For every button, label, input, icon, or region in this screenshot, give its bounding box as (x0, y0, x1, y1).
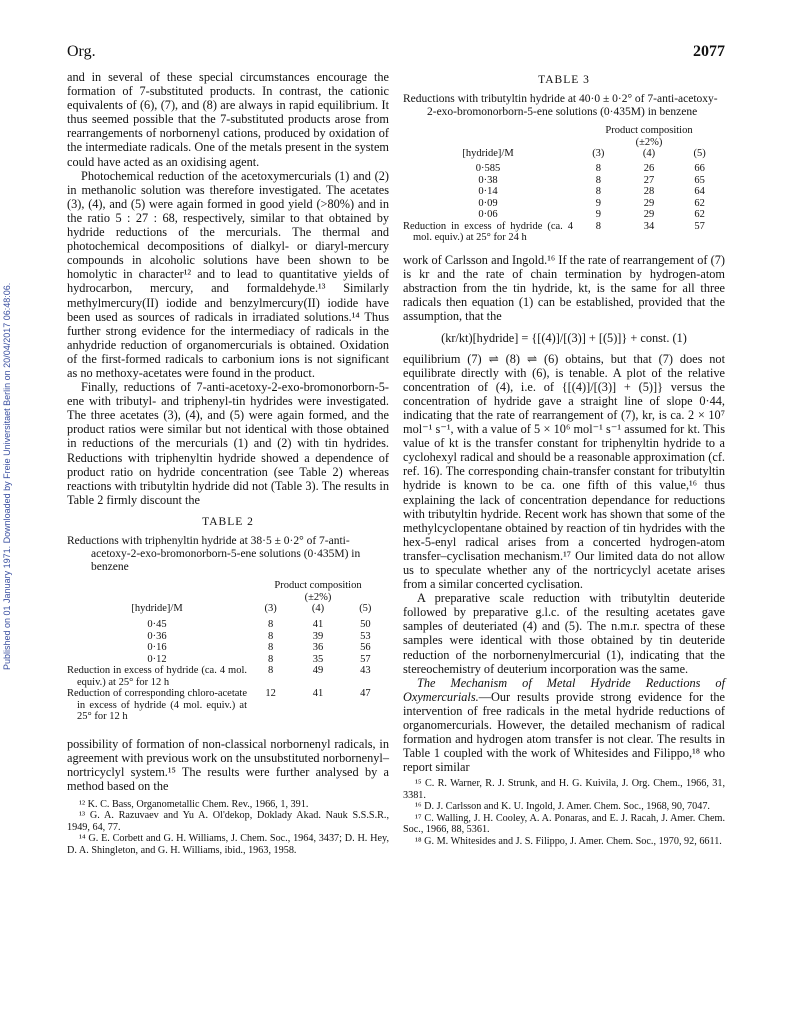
table-cell: 39 (312, 630, 324, 642)
paragraph: work of Carlsson and Ingold.¹⁶ If the rate of rearrangement of (7) is kr and the rate of chain termination by hydrogen-atom abstraction from the tin hydride, kt, is the same for all three radicals then equation (1) can be established, provided that the assumption, that the (403, 253, 725, 324)
footnote: ¹⁸ G. M. Whitesides and J. S. Filippo, J. Amer. Chem. Soc., 1970, 92, 6611. (415, 835, 722, 847)
table-cell: Reduction in excess of hydride (ca. 4 mol. equiv.) at 25° for 12 h (67, 665, 247, 688)
table-caption: Reductions with tributyltin hydride at 40·0 ± 0·2° of 7-anti-acetoxy-2-exo-bromonorborn-5-ene solutions (0·435M) in benzene (403, 93, 718, 119)
table-title: TABLE 2 (202, 515, 254, 528)
table-col-header: (4) (311, 603, 325, 614)
table-cell: 0·36 (147, 630, 167, 642)
table-cell: 8 (595, 220, 601, 232)
table-cell: 62 (694, 197, 705, 209)
table-cell: 66 (694, 163, 705, 175)
download-watermark-text: Published on 01 January 1971. Downloaded by Freie Universitaet Berlin on 20/04/2017 06:48:06. (2, 282, 12, 670)
footnote: ¹³ G. A. Razuvaev and Yu A. Ol'dekop, Doklady Akad. Nauk S.S.S.R., 1949, 64, 77. (67, 810, 389, 833)
table-col-header: (5) (359, 603, 372, 614)
table-col-header: (5) (693, 148, 706, 160)
table-cell: Reduction in excess of hydride (ca. 4 mol. equiv.) at 25° for 24 h (403, 220, 573, 244)
table-3 (403, 73, 725, 244)
footnote: ¹⁶ D. J. Carlsson and K. U. Ingold, J. Amer. Chem. Soc., 1968, 90, 7047. (415, 801, 710, 813)
table-cell: 57 (360, 653, 371, 665)
paragraph (403, 676, 725, 775)
section-heading: The Mechanism of Metal Hydride Reductions of Oxymercurials. (403, 675, 725, 704)
table-cell: 41 (312, 619, 324, 630)
data-table (403, 125, 725, 244)
table-cell: 8 (595, 163, 601, 175)
table-cell: 8 (268, 665, 274, 676)
footnote: ¹² K. C. Bass, Organometallic Chem. Rev., 1966, 1, 391. (79, 798, 309, 810)
table-cell: Reduction of corresponding chloro-acetate in excess of hydride (4 mol. equiv.) at 25° for 12 h (67, 688, 247, 722)
table-cell: 34 (643, 220, 655, 232)
paragraph: Photochemical reduction of the acetoxymercurials (1) and (2) in methanolic solution was therefore investigated. The acetates (3), (4), and (5) were again formed in good yield (>80%) and in the ratio 5 : 27 : 68, respectively, similar to that obtained by hydride reductions of the mercurials. The thermal and photochemical decompositions of dialkyl- or diaryl-mercury compounds in alcoholic solutions have been shown to be homolytic in character¹² and to lead to quantitative yields of hydrocarbon, mercury, and formaldehyde.¹³ Similarly methylmercury(II) iodide and benzylmercury(II) iodide have been used as sources of radicals in irradiated solutions.¹⁴ Thus further strong evidence for the intermediacy of radicals in the anhydride reduction of organomercurials is obtained. Oxidation of the first-formed radicals to carbonium ions is not significant as no methoxy-acetates were found in the product. (67, 168, 389, 380)
table-cell: 8 (268, 630, 274, 642)
table-cell: 8 (595, 186, 601, 198)
table-cell: 28 (643, 186, 655, 198)
table-cell: 27 (643, 174, 655, 186)
table-cell: 0·09 (478, 197, 498, 209)
table-cell: 50 (360, 619, 371, 630)
table-cell: 8 (268, 642, 274, 653)
table-cell: 29 (643, 209, 655, 221)
table-row (403, 209, 725, 221)
table-title: TABLE 3 (538, 74, 590, 86)
table-col-header: (4) (642, 148, 656, 160)
data-table (67, 580, 389, 723)
paragraph: Finally, reductions of 7-anti-acetoxy-2-exo-bromonorborn-5-ene with tributyl- and triphenyl-tin hydrides were investigated. The three acetates (3), (4), and (5) were again formed, and the product ratios were similar but not identical with those obtained in reductions of the mercurials (1) and (2) with tin hydrides. Reductions with triphenyltin hydride showed a dependence of product ratio on hydride concentration (see Table 2) whereas reactions with tributyltin hydride did not (Table 3). The results in Table 2 firmly discount the (67, 380, 389, 507)
table-cell: 49 (312, 665, 324, 676)
left-column (67, 70, 389, 856)
table-cell: 65 (694, 174, 705, 186)
table-row (67, 688, 389, 723)
table-cell: 29 (643, 197, 655, 209)
table-col-header: [hydride]/M (462, 148, 514, 160)
table-group-subheader: (±2%) (635, 136, 663, 148)
table-2 (67, 515, 389, 723)
table-cell: 8 (595, 174, 601, 186)
table-col-header: (3) (592, 148, 605, 160)
right-column (403, 253, 725, 847)
table-col-header: (3) (264, 603, 277, 614)
table-row (67, 642, 389, 654)
table-row (403, 186, 725, 198)
table-cell: 9 (595, 209, 601, 221)
table-cell: 0·06 (478, 209, 498, 221)
paragraph: and in several of these special circumstances encourage the formation of 7-substituted products. In contrast, the cationic equivalents of (6), (7), and (8) are always in rapid equilibrium. It thus seemed possible that the 7-substituted products arose from rearrangements of norbornenyl cations, produced by oxidation of the intermediate radicals. One of the metals present in the system could have acted as an oxidising agent. (67, 70, 389, 169)
table-cell: 56 (360, 642, 371, 653)
table-cell: 0·16 (147, 642, 167, 653)
table-cell: 0·45 (147, 619, 167, 630)
table-row (403, 221, 725, 244)
table-cell: 41 (312, 688, 324, 699)
table-row (403, 175, 725, 187)
table-cell: 26 (643, 163, 655, 175)
table-col-header: [hydride]/M (131, 603, 183, 614)
table-cell: 57 (694, 220, 705, 232)
paragraph: A preparative scale reduction with tributyltin deuteride followed by preparative g.l.c. of the resulting acetates gave samples of deuteriated (4) and (5). The n.m.r. spectra of these samples were identical with those obtained by tin deuteride reduction of the norbornenylmercurial (1), indicating that the stereochemistry of deuterium incorporation was the same. (403, 591, 725, 676)
paragraph: possibility of formation of non-classical norbornenyl radicals, in agreement with previous work on the unsubstituted norbornenyl–nortricyclyl system.¹⁵ The results were further analysed by a method based on the (67, 736, 389, 793)
table-group-header: Product composition (605, 125, 693, 137)
paragraph-text: —Our results provide strong evidence for the intervention of free radicals in the metal hydride reductions of organomercurials. However, the detailed mechanism of radical formation and hydrogen atom transfer is not clear. The results in Table 1 coupled with the work of Whitesides and Filippo,¹⁸ who report similar (403, 689, 725, 775)
table-row (67, 665, 389, 688)
table-row (403, 163, 725, 175)
footnote: ¹⁵ C. R. Warner, R. J. Strunk, and H. G. Kuivila, J. Org. Chem., 1966, 31, 3381. (403, 778, 725, 801)
footnotes-left (67, 799, 389, 857)
table-cell: 0·14 (478, 186, 498, 198)
page-number: 2077 (693, 43, 725, 60)
table-cell: 53 (360, 630, 371, 642)
table-cell: 8 (268, 619, 274, 630)
table-row (403, 198, 725, 210)
table-row (67, 619, 389, 631)
table-cell: 62 (694, 209, 705, 221)
equation-1: (kr/kt)[hydride] = {[(4)]/[(3)] + [(5)]} + const. (1) (441, 331, 687, 346)
table-cell: 43 (360, 665, 371, 676)
table-group-header: Product composition (274, 580, 362, 591)
footnote: ¹⁷ C. Walling, J. H. Cooley, A. A. Ponaras, and E. J. Racah, J. Amer. Chem. Soc., 1966, 88, 5361. (403, 812, 725, 836)
table-cell: 36 (312, 642, 324, 653)
footnotes-right (403, 778, 725, 847)
table-row (67, 654, 389, 666)
footnote: ¹⁴ G. E. Corbett and G. H. Williams, J. Chem. Soc., 1964, 3437; D. H. Hey, D. A. Shingleton, and G. H. Williams, ibid., 1963, 1958. (67, 833, 389, 856)
table-group-subheader: (±2%) (304, 591, 332, 603)
table-cell: 0·12 (147, 653, 167, 665)
table-row (67, 631, 389, 643)
table-cell: 12 (265, 688, 276, 699)
table-cell: 64 (694, 186, 705, 198)
table-cell: 0·585 (475, 163, 501, 175)
paragraph: equilibrium (7) ⇌ (8) ⇌ (6) obtains, but that (7) does not equilibrate directly with (6), is tenable. A plot of the relative concentration of (4), i.e. of {[(4)]/[(3)] + (5)]} versus the concentration of hydride gave a straight line of slope 0·44, indicating that the rate of rearrangement of (7), kr, is ca. 2 × 10⁷ mol⁻¹ s⁻¹, with a value of 5 × 10⁶ mol⁻¹ s⁻¹ assumed for kt. This value of kt is the transfer constant for triphenyltin hydride to a cyclohexyl radical and should be a reasonable approximation (cf. ref. 16). The corresponding chain-transfer constant for tributyltin hydride is known to be ca. one fifth of this value,¹⁶ thus explaining the lack of concentration dependance for reductions with tributyltin hydride. Recent work has shown that some of the methylcyclopentane obtained by reaction of tin hydrides with the hex-5-enyl radical arises from a concerted hydrogen-atom transfer–cyclisation mechanism.¹⁷ Our limited data do not allow us to speculate whether any of the nortricyclyl acetate arises from a similar concerted cyclisation. (403, 351, 725, 592)
table-cell: 35 (312, 653, 324, 665)
table-cell: 9 (595, 197, 601, 209)
download-watermark (2, 140, 18, 670)
table-caption: Reductions with triphenyltin hydride at 38·5 ± 0·2° of 7-anti-acetoxy-2-exo-bromonorborn-5-ene solutions (0·435M) in benzene (67, 535, 361, 573)
table-cell: 47 (360, 688, 371, 699)
table-cell: 0·38 (478, 174, 498, 186)
running-header-journal: Org. (67, 43, 96, 60)
table-cell: 8 (268, 653, 274, 665)
